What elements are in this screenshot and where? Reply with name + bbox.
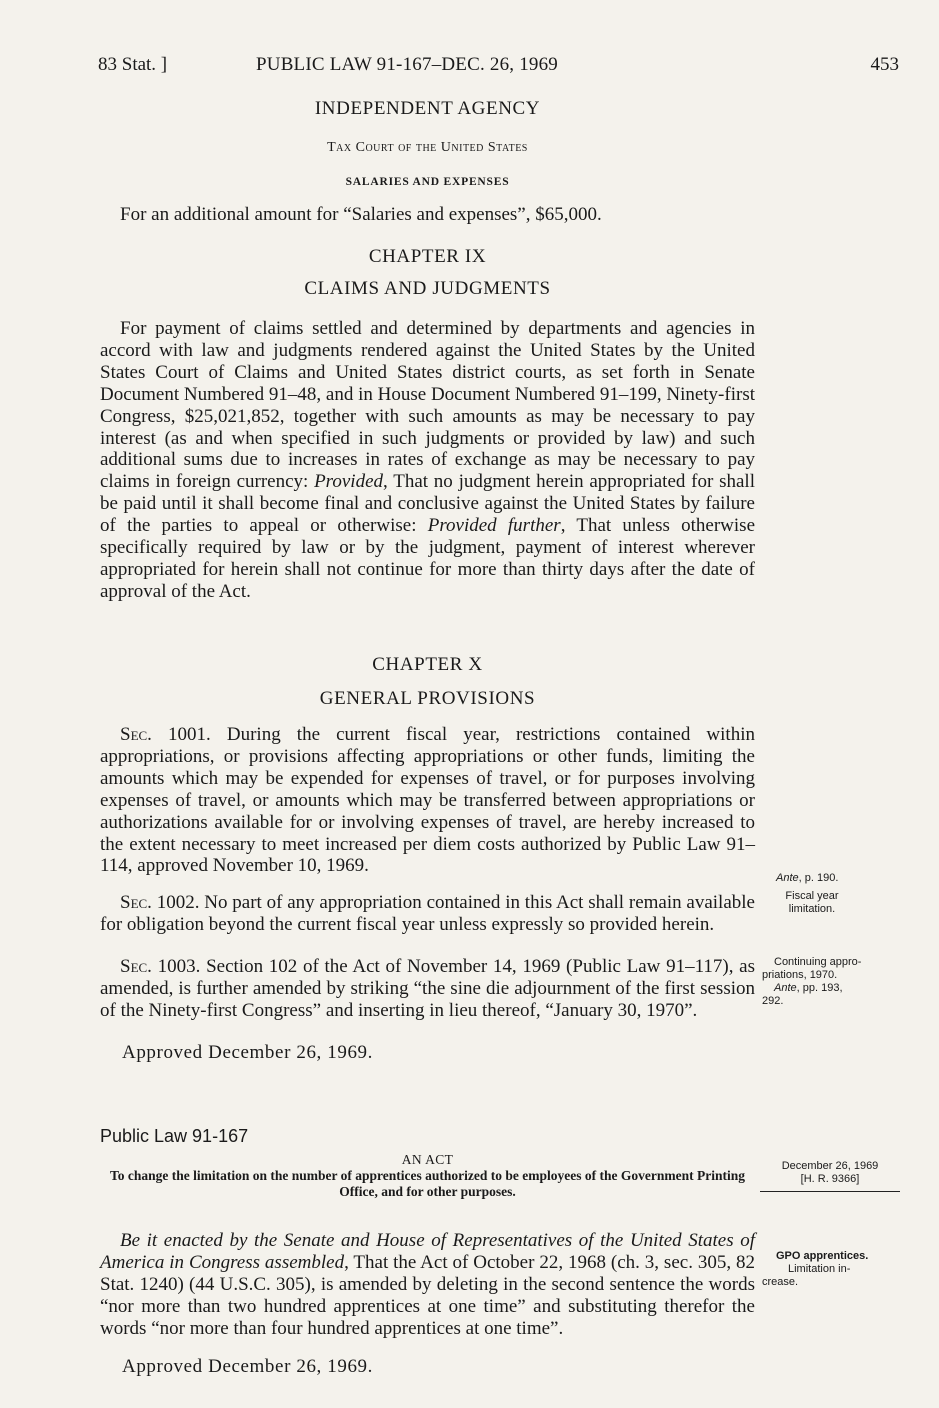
chapter-10-heading: CHAPTER X xyxy=(372,654,483,675)
claims-paragraph: For payment of claims settled and determined by departments and agencies in accord with law and judgments rendered against the United States by the United States Court of Claims and United States district courts, as set forth in Senate Document Numbered 91–48, and in House Document Numbered 91–199, Ninety-first Congress, $25,021,852, together with such amounts as may be necessary to pay interest (as and when specified in such judgments or provided by law) and such additional sums due to increases in rates of exchange as may be necessary to pay claims in foreign currency: Provided, That no judgment herein appropriated for shall be paid until it shall become final and conclusive against the United States by failure of the parties to appeal or otherwise: Provided further, That unless otherwise specifically required by law or by the judgment, payment of interest wherever appropriated for herein shall not continue for more than thirty days after the date of approval of the Act. xyxy=(100,318,756,602)
margin-note-continuing: Continuing appro- priations, 1970. Ante, pp. 193, 292. xyxy=(762,956,862,1007)
chapter-10-title: GENERAL PROVISIONS xyxy=(319,688,536,709)
an-act-heading: AN ACT xyxy=(401,1152,454,1167)
approval-date: Approved December 26, 1969. xyxy=(122,1042,373,1063)
approval-date: Approved December 26, 1969. xyxy=(122,1356,373,1377)
margin-note-gpo: GPO apprentices. Limitation in- crease. xyxy=(762,1250,869,1288)
salaries-subheading: SALARIES AND EXPENSES xyxy=(345,176,510,188)
additional-amount-text: For an additional amount for “Salaries and expenses”, $65,000. xyxy=(120,204,602,225)
page-number: 453 xyxy=(870,54,899,75)
page-header xyxy=(98,54,899,84)
public-law-number: Public Law 91-167 xyxy=(100,1126,249,1146)
section-label: Sec. 1002. xyxy=(120,892,200,913)
enacting-clause: Be it enacted by the Senate and House of Representatives of the United States of America in Congress assembled, That the Act of October 22, 1968 (ch. 3, sec. 305, 82 Stat. 1240) (44 U.S.C. 305), is amended by deleting in the second sentence the words “nor more than two hundred apprentices at one time” and substituting therefor the words “nor more than four hundred apprentices at one time”. xyxy=(100,1230,755,1339)
margin-note-bill: December 26, 1969 [H. R. 9366] xyxy=(781,1160,879,1185)
section-label: Sec. 1003. xyxy=(120,956,201,977)
margin-note-fiscal-year: Fiscal year limitation. xyxy=(785,890,839,915)
agency-heading: INDEPENDENT AGENCY xyxy=(314,98,541,119)
margin-rule xyxy=(760,1191,900,1192)
running-title: PUBLIC LAW 91-167–DEC. 26, 1969 xyxy=(256,54,558,75)
chapter-9-heading: CHAPTER IX xyxy=(368,246,487,267)
section-1003: Sec. 1003. Section 102 of the Act of November 14, 1969 (Public Law 91–117), as amended, is further amended by striking “the sine die adjournment of the first session of the Ninety-first Congress” and inserting in lieu thereof, “January 30, 1970”. xyxy=(100,956,756,1021)
court-heading: Tax Court of the United States xyxy=(327,140,528,155)
section-1002: Sec. 1002. No part of any appropriation contained in this Act shall remain available for obligation beyond the current fiscal year unless expressly so provided herein. xyxy=(100,892,755,935)
section-1001: Sec. 1001. During the current fiscal year, restrictions contained within appropriations, or provisions affecting appropriations or other funds, limiting the amounts which may be expended for expenses of travel, or for purposes involving expenses of travel, or amounts which may be transferred between appropriations or authorizations available for or involving expenses of travel, are hereby increased to the extent necessary to meet increased per diem costs authorized by Public Law 91–114, approved November 10, 1969. xyxy=(100,724,755,877)
margin-note-ante: Ante, p. 190. xyxy=(776,872,839,884)
section-label: Sec. 1001. xyxy=(120,724,211,745)
chapter-9-title: CLAIMS AND JUDGMENTS xyxy=(304,278,551,299)
statute-volume: 83 Stat. ] xyxy=(98,54,168,75)
act-title: To change the limitation on the number of apprentices authorized to be employees of the Government Printing Office, and for other purposes. xyxy=(110,1168,745,1199)
